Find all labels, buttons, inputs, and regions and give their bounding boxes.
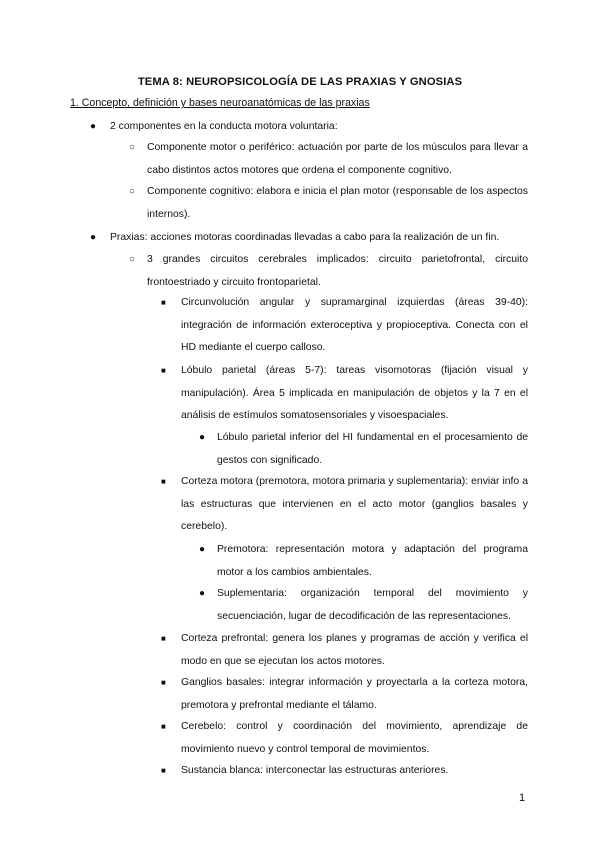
bullet-icon: ●	[90, 232, 97, 243]
list-item	[90, 227, 530, 250]
list-item-text: Circunvolución angular y supramarginal izquierdas (áreas 39-40): integración de información exteroceptiva y propioceptiva. Conecta con el HD mediante el cuerpo calloso.	[181, 297, 528, 353]
list-item	[129, 181, 528, 226]
list-item	[161, 292, 528, 360]
list-item	[129, 137, 528, 182]
bullet-icon: ■	[161, 366, 166, 375]
bullet-icon: ○	[129, 186, 136, 197]
list-item-text: 2 componentes en la conducta motora voluntaria:	[110, 121, 338, 132]
list-item-text: Componente cognitivo: elabora e inicia el plan motor (responsable de los aspectos internos).	[147, 186, 528, 220]
bullet-icon: ■	[161, 298, 166, 307]
list-item	[161, 360, 528, 428]
bullet-icon: ■	[161, 722, 166, 731]
bullet-icon: ●	[199, 544, 206, 555]
bullet-icon: ●	[199, 432, 206, 443]
list-item	[161, 628, 528, 673]
list-item-text: Lóbulo parietal inferior del HI fundamental en el procesamiento de gestos con significado.	[217, 432, 528, 466]
list-item	[199, 539, 528, 584]
page-title: TEMA 8: NEUROPSICOLOGÍA DE LAS PRAXIAS Y GNOSIAS	[137, 76, 463, 88]
list-item-text: Praxias: acciones motoras coordinadas llevadas a cabo para la realización de un fin.	[110, 232, 500, 243]
list-item	[90, 116, 530, 139]
list-item-text: Ganglios basales: integrar información y proyectarla a la corteza motora, premotora y prefrontal mediante el tálamo.	[181, 677, 528, 711]
bullet-icon: ■	[161, 678, 166, 687]
list-item-text: Sustancia blanca: interconectar las estructuras anteriores.	[181, 765, 449, 776]
list-item	[199, 583, 528, 628]
list-item	[161, 471, 528, 539]
section-heading: 1. Concepto, definición y bases neuroanatómicas de las praxias	[70, 97, 370, 109]
list-item-text: Cerebelo: control y coordinación del movimiento, aprendizaje de movimiento nuevo y control temporal de movimientos.	[181, 721, 528, 755]
list-item	[161, 716, 528, 761]
list-item-text: 3 grandes circuitos cerebrales implicados: circuito parietofrontal, circuito frontoestriado y circuito frontoparietal.	[147, 254, 528, 288]
list-item-text: Lóbulo parietal (áreas 5-7): tareas visomotoras (fijación visual y manipulación). Área 5 implicada en manipulación de objetos y la 7 en el análisis de estímulos somatosensoriales y visoespaciales.	[181, 365, 528, 421]
bullet-icon: ■	[161, 634, 166, 643]
list-item-text: Corteza prefrontal: genera los planes y programas de acción y verifica el modo en que se ejecutan los actos motores.	[181, 633, 528, 667]
bullet-icon: ○	[129, 254, 136, 265]
list-item	[161, 672, 528, 717]
list-item	[161, 760, 528, 783]
bullet-icon: ●	[90, 121, 97, 132]
bullet-icon: ●	[199, 588, 206, 599]
bullet-icon: ■	[161, 766, 166, 775]
list-item-text: Suplementaria: organización temporal del movimiento y secuenciación, lugar de decodificación de las representaciones.	[217, 588, 528, 622]
list-item	[199, 427, 528, 472]
list-item-text: Premotora: representación motora y adaptación del programa motor a los cambios ambientales.	[217, 544, 528, 578]
page-number: 1	[519, 792, 526, 804]
list-item	[129, 249, 528, 294]
bullet-icon: ○	[129, 142, 136, 153]
bullet-icon: ■	[161, 477, 166, 486]
list-item-text: Componente motor o periférico: actuación por parte de los músculos para llevar a cabo distintos actos motores que ordena el componente cognitivo.	[147, 142, 528, 176]
list-item-text: Corteza motora (premotora, motora primaria y suplementaria): enviar info a las estructuras que intervienen en el acto motor (ganglios basales y cerebelo).	[181, 476, 528, 532]
